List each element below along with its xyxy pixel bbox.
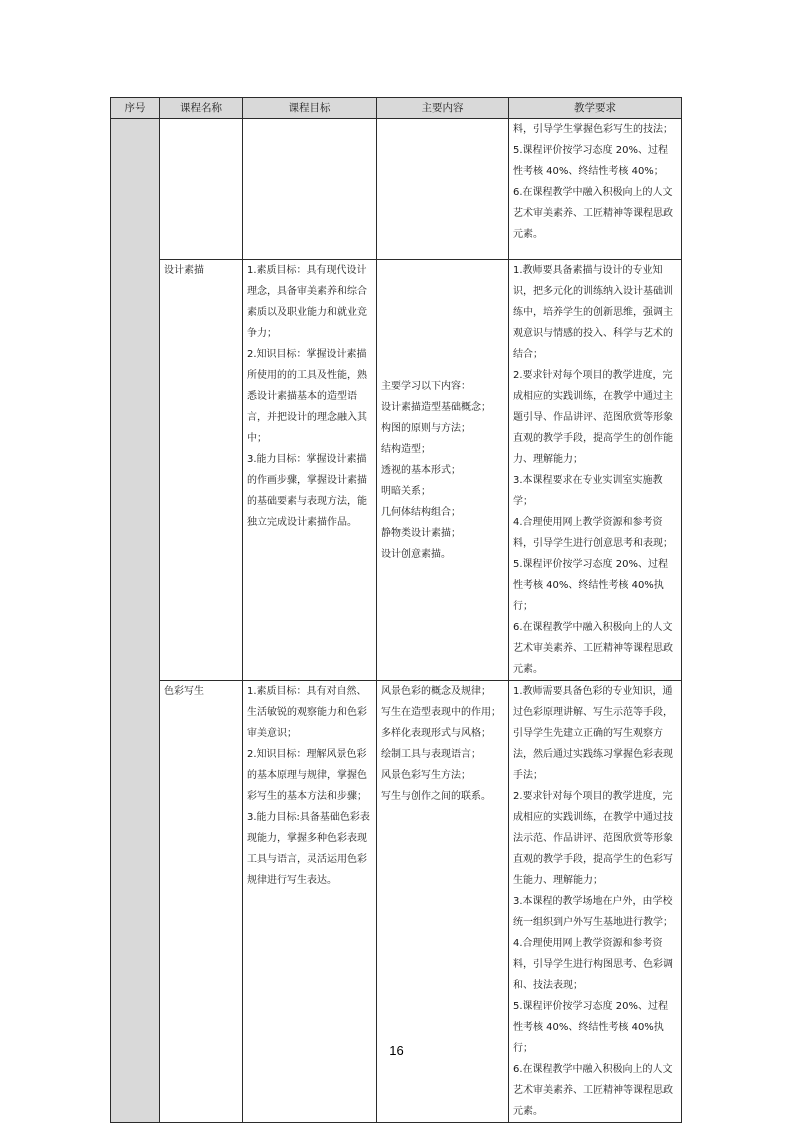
header-main-content: 主要内容 (377, 98, 509, 119)
course-table (110, 97, 682, 1123)
content-item: 结构造型； (381, 443, 431, 455)
table-header-row (111, 98, 682, 119)
goal-item: 2.知识目标：掌握设计素描所使用的的工具及性能，熟悉设计素描基本的造型语言，并把设计的理念融入其中； (247, 349, 367, 444)
requirement-item: 4.合理使用网上教学资源和参考资料，引导学生进行创意思考和表现； (513, 517, 673, 549)
requirement-item: 3.本课程的教学场地在户外，由学校统一组织到户外写生基地进行教学； (513, 896, 673, 928)
table-row (111, 119, 682, 260)
content-item: 主要学习以下内容： (381, 380, 471, 392)
goal-item: 3.能力目标：掌握设计素描的作画步骤，掌握设计素描的基础要素与表现方法，能独立完成设计素描作品。 (247, 454, 367, 528)
header-course-goal: 课程目标 (243, 98, 377, 119)
requirement-item: 2.要求针对每个项目的教学进度，完成相应的实践训练，在教学中通过主题引导、作品讲评、范图欣赏等形象直观的教学手段，提高学生的创作能力、理解能力； (513, 370, 673, 465)
table-row (111, 260, 682, 681)
content-item: 多样化表现形式与风格； (381, 728, 491, 739)
teaching-requirements-cell (509, 119, 682, 260)
main-content-cell (377, 119, 509, 260)
content-item: 几何体结构组合； (381, 506, 461, 518)
requirement-item: 1.教师需要具备色彩的专业知识，通过色彩原理讲解、写生示范等手段，引导学生先建立正确的写生观察方法，然后通过实践练习掌握色彩表现手法； (513, 686, 673, 781)
requirement-item: 2.要求针对每个项目的教学进度，完成相应的实践训练，在教学中通过技法示范、作品讲评、范图欣赏等形象直观的教学手段，提高学生的色彩写生能力、理解能力； (513, 791, 673, 886)
requirement-item: 5.课程评价按学习态度 20%、过程性考核 40%、终结性考核 40%； (513, 145, 668, 177)
requirement-item: 料，引导学生掌握色彩写生的技法； (513, 124, 673, 135)
header-course-name: 课程名称 (160, 98, 243, 119)
content-item: 设计素描造型基础概念； (381, 401, 491, 413)
requirement-item: 1.教师要具备素描与设计的专业知识，把多元化的训练纳入设计基础训练中，培养学生的创新思维，强调主观意识与情感的投入、科学与艺术的结合； (513, 265, 673, 360)
content-item: 明暗关系； (381, 485, 431, 497)
content-item: 风景色彩写生方法； (381, 770, 471, 781)
requirement-item: 3.本课程要求在专业实训室实施教学； (513, 475, 663, 507)
requirement-item: 5.课程评价按学习态度 20%、过程性考核 40%、终结性考核 40%执行； (513, 1001, 668, 1054)
content-item: 透视的基本形式； (381, 464, 461, 476)
content-item: 构图的原则与方法； (381, 422, 471, 434)
header-seq: 序号 (111, 98, 160, 119)
content-item: 写生与创作之间的联系。 (381, 791, 491, 802)
course-name-cell: 设计素描 (160, 260, 243, 681)
requirement-item: 5.课程评价按学习态度 20%、过程性考核 40%、终结性考核 40%执行； (513, 559, 668, 612)
requirement-item: 6.在课程教学中融入积极向上的人文艺术审美素养、工匠精神等课程思政元素。 (513, 1064, 673, 1117)
course-goal-cell (243, 119, 377, 260)
page-number: 16 (389, 1043, 404, 1058)
header-teaching-requirements: 教学要求 (509, 98, 682, 119)
goal-item: 1.素质目标：具有对自然、生活敏锐的观察能力和色彩审美意识； (247, 686, 367, 739)
main-content-cell (377, 260, 509, 681)
content-item: 写生在造型表现中的作用； (381, 707, 501, 718)
course-name-cell (160, 119, 243, 260)
course-goal-cell (243, 260, 377, 681)
content-item: 设计创意素描。 (381, 548, 451, 560)
content-item: 风景色彩的概念及规律； (381, 686, 491, 697)
content-item: 静物类设计素描； (381, 527, 461, 539)
goal-item: 3.能力目标:具备基础色彩表现能力，掌握多种色彩表现工具与语言，灵活运用色彩规律进行写生表达。 (247, 812, 370, 886)
goal-item: 1.素质目标：具有现代设计理念，具备审美素养和综合素质以及职业能力和就业竞争力； (247, 265, 367, 339)
content-item: 绘制工具与表现语言； (381, 749, 481, 760)
goal-item: 2.知识目标：理解风景色彩的基本原理与规律，掌握色彩写生的基本方法和步骤； (247, 749, 367, 802)
requirement-item: 4.合理使用网上教学资源和参考资料，引导学生进行构图思考、色彩调和、技法表现； (513, 938, 673, 991)
teaching-requirements-cell (509, 260, 682, 681)
requirement-item: 6.在课程教学中融入积极向上的人文艺术审美素养、工匠精神等课程思政元素。 (513, 622, 673, 675)
seq-cell (111, 119, 160, 1123)
requirement-item: 6.在课程教学中融入积极向上的人文艺术审美素养、工匠精神等课程思政元素。 (513, 187, 673, 240)
course-name-cell: 色彩写生 (160, 681, 243, 1123)
